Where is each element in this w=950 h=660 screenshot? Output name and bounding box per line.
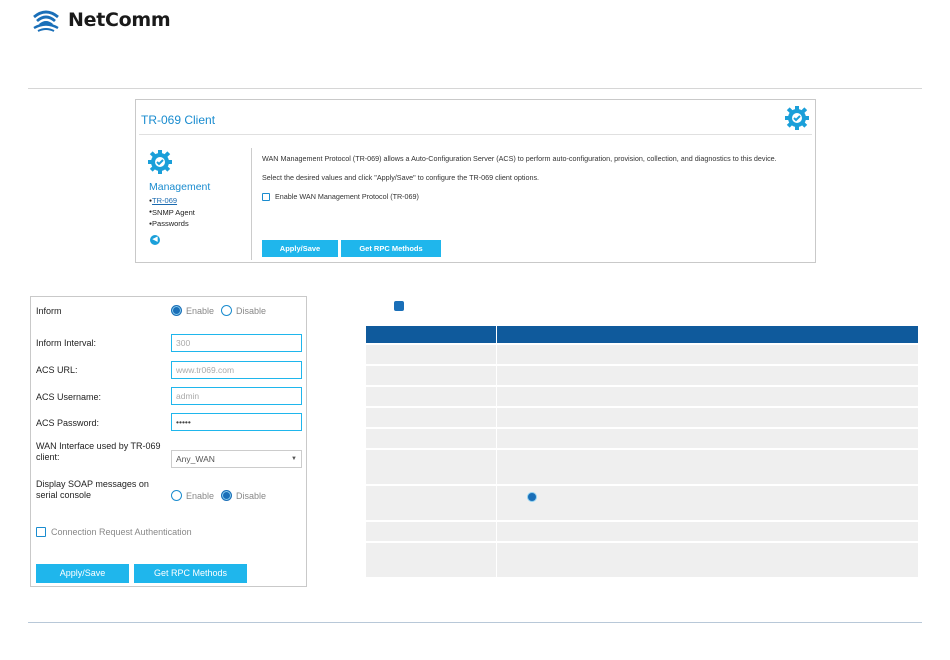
chevron-down-icon: ▼ (291, 456, 297, 462)
connection-request-auth-checkbox[interactable] (36, 527, 46, 537)
soap-enable-radio[interactable] (171, 490, 182, 501)
get-rpc-methods-button[interactable]: Get RPC Methods (341, 240, 441, 257)
connection-request-auth-row (36, 527, 192, 537)
tr069-client-panel (135, 99, 816, 263)
soap-enable-label: Enable (186, 490, 215, 501)
table-row (366, 345, 918, 364)
table-row (366, 366, 918, 385)
soap-radio-group (171, 490, 269, 501)
table-row (366, 522, 918, 541)
footer-divider (28, 622, 922, 623)
acs-password-label: ACS Password: (36, 418, 100, 428)
form-apply-save-button[interactable]: Apply/Save (36, 564, 129, 583)
enable-tr069-checkbox[interactable] (262, 193, 270, 201)
radio-dot-icon (527, 492, 537, 502)
inform-radio-group (171, 305, 269, 316)
enable-tr069-row (262, 191, 807, 202)
tr069-settings-form (30, 296, 307, 587)
enable-tr069-label: Enable WAN Management Protocol (TR-069) (275, 192, 419, 201)
table-row (366, 543, 918, 577)
gear-icon (785, 106, 809, 130)
acs-username-input[interactable]: admin (171, 387, 302, 405)
acs-password-input[interactable]: ••••• (171, 413, 302, 431)
inform-interval-input[interactable]: 300 (171, 334, 302, 352)
management-sidebar (148, 150, 248, 245)
wan-interface-label: WAN Interface used by TR-069 client: (36, 441, 161, 462)
soap-disable-label: Disable (236, 490, 267, 501)
brand-name: NetComm (68, 9, 171, 31)
form-get-rpc-methods-button[interactable]: Get RPC Methods (134, 564, 247, 583)
inform-disable-radio[interactable] (221, 305, 232, 316)
instruction-text: Select the desired values and click "Apply/Save" to configure the TR-069 client options. (262, 173, 540, 182)
connection-request-auth-label: Connection Request Authentication (51, 527, 192, 537)
inform-disable-label: Disable (236, 305, 267, 316)
table-row (366, 486, 918, 520)
acs-username-label: ACS Username: (36, 392, 102, 402)
acs-url-input[interactable]: www.tr069.com (171, 361, 302, 379)
netcomm-logo (30, 8, 170, 32)
management-gear-icon (148, 150, 172, 174)
panel-content (262, 153, 807, 202)
wifi-waves-icon (30, 8, 62, 32)
settings-description-table (366, 326, 918, 577)
soap-disable-radio[interactable] (221, 490, 232, 501)
soap-messages-label: Display SOAP messages on serial console (36, 479, 149, 500)
table-row (366, 387, 918, 406)
inform-interval-label: Inform Interval: (36, 338, 97, 348)
table-row (366, 429, 918, 448)
table-row (366, 450, 918, 484)
sidebar-item-snmp-agent[interactable]: ● SNMP Agent (149, 207, 248, 219)
inform-enable-label: Enable (186, 305, 215, 316)
sidebar-title: Management (149, 181, 211, 193)
sidebar-item-tr069[interactable]: ● TR-069 (149, 195, 248, 207)
acs-url-label: ACS URL: (36, 365, 78, 375)
panel-buttons (262, 240, 441, 257)
header-divider (28, 88, 922, 89)
panel-divider (139, 134, 812, 135)
table-row (366, 408, 918, 427)
sidebar-item-passwords[interactable]: ● Passwords (149, 218, 248, 230)
square-bullet-icon (394, 301, 404, 311)
inform-label: Inform (36, 306, 62, 316)
inform-enable-radio[interactable] (171, 305, 182, 316)
form-buttons (36, 564, 247, 583)
table-header (366, 326, 918, 343)
wan-interface-select[interactable]: Any_WAN ▼ (171, 450, 302, 468)
back-arrow-icon[interactable]: ◀ (150, 235, 160, 245)
description-text: WAN Management Protocol (TR-069) allows a Auto-Configuration Server (ACS) to perform auto-configuration, provision, collection, and diagnostics to this device. (262, 154, 777, 163)
sidebar-divider (251, 148, 252, 260)
apply-save-button[interactable]: Apply/Save (262, 240, 338, 257)
panel-title: TR-069 Client (141, 113, 216, 127)
